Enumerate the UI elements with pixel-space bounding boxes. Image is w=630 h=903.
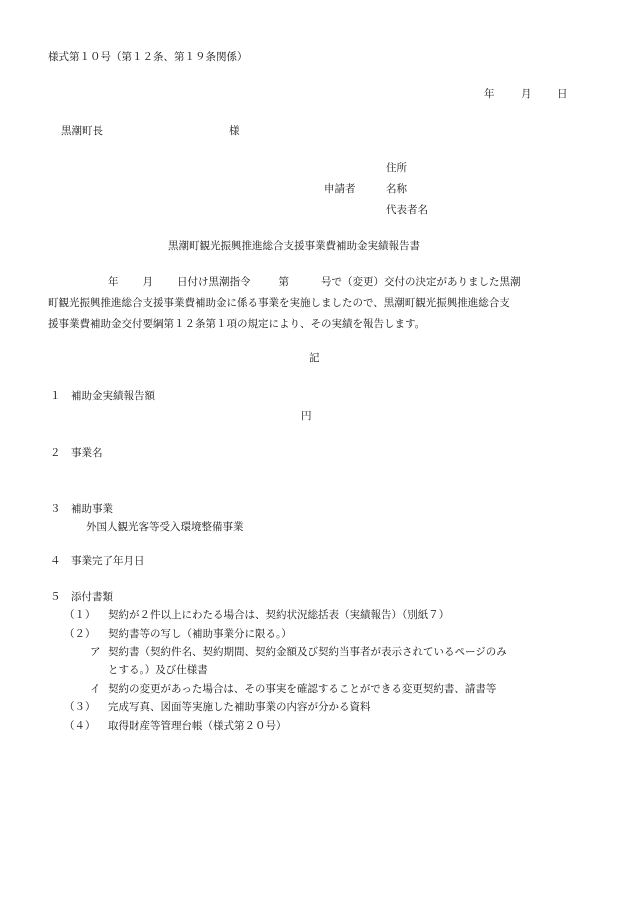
body-month: 月 — [142, 276, 153, 288]
section-3-label: ３ 補助事業 — [50, 503, 113, 515]
attachment-2a-line2: とする。）及び仕様書 — [108, 664, 208, 676]
attachment-2-number: （２） — [64, 628, 96, 640]
date-year: 年 — [484, 88, 495, 100]
body-line2: 町観光振興推進総合支援事業費補助金に係る事業を実施しましたので、黒潮町観光振興推進総合支 — [48, 297, 510, 309]
section-1-unit: 円 — [301, 410, 312, 422]
applicant-address-label: 住所 — [386, 162, 407, 174]
attachment-2i-mark: イ — [90, 683, 101, 695]
section-3-value: 外国人観光客等受入環境整備事業 — [86, 521, 244, 533]
section-4-label: ４ 事業完了年月日 — [50, 555, 145, 567]
attachment-2a-line1: 契約書（契約件名、契約期間、契約金額及び契約当事者が表示されているページのみ — [108, 646, 507, 658]
section-2-label: ２ 事業名 — [50, 447, 103, 459]
date-day: 日 — [557, 88, 568, 100]
attachment-4-number: （４） — [64, 720, 96, 732]
date-month: 月 — [521, 88, 532, 100]
attachment-2a-mark: ア — [90, 646, 101, 658]
applicant-name-label: 名称 — [386, 183, 407, 195]
addressee-name: 黒潮町長 — [61, 125, 103, 137]
section-5-label: ５ 添付書類 — [50, 591, 113, 603]
attachment-3-text: 完成写真、図面等実施した補助事業の内容が分かる資料 — [108, 701, 371, 713]
body-year: 年 — [108, 276, 119, 288]
body-paragraph — [48, 272, 588, 335]
attachment-3-number: （３） — [64, 701, 96, 713]
attachment-2-text: 契約書等の写し（補助事業分に限る。） — [108, 628, 292, 640]
document-title: 黒潮町観光振興推進総合支援事業費補助金実績報告書 — [168, 240, 420, 252]
body-line3: 援事業費補助金交付要綱第１２条第１項の規定により、その実績を報告します。 — [48, 318, 426, 330]
applicant-label: 申請者 — [324, 183, 356, 195]
attachment-2i-text: 契約の変更があった場合は、その事実を確認することができる変更契約書、請書等 — [108, 683, 497, 695]
attachment-1-number: （１） — [64, 609, 96, 621]
addressee-honorific: 様 — [229, 125, 240, 137]
applicant-representative-label: 代表者名 — [386, 204, 428, 216]
body-number-prefix: 第 — [278, 276, 289, 288]
form-number: 様式第１０号（第１２条、第１９条関係） — [48, 51, 248, 63]
section-1-label: １ 補助金実績報告額 — [50, 390, 155, 402]
body-line1-rest: 号で（変更）交付の決定がありました黒潮 — [321, 276, 521, 288]
attachment-4-text: 取得財産等管理台帳（様式第２０号） — [108, 720, 287, 732]
ki-heading: 記 — [309, 352, 320, 364]
attachment-1-text: 契約が２件以上にわたる場合は、契約状況総括表（実績報告）（別紙７） — [108, 609, 450, 621]
body-day-ref: 日付け黒潮指令 — [177, 276, 251, 288]
